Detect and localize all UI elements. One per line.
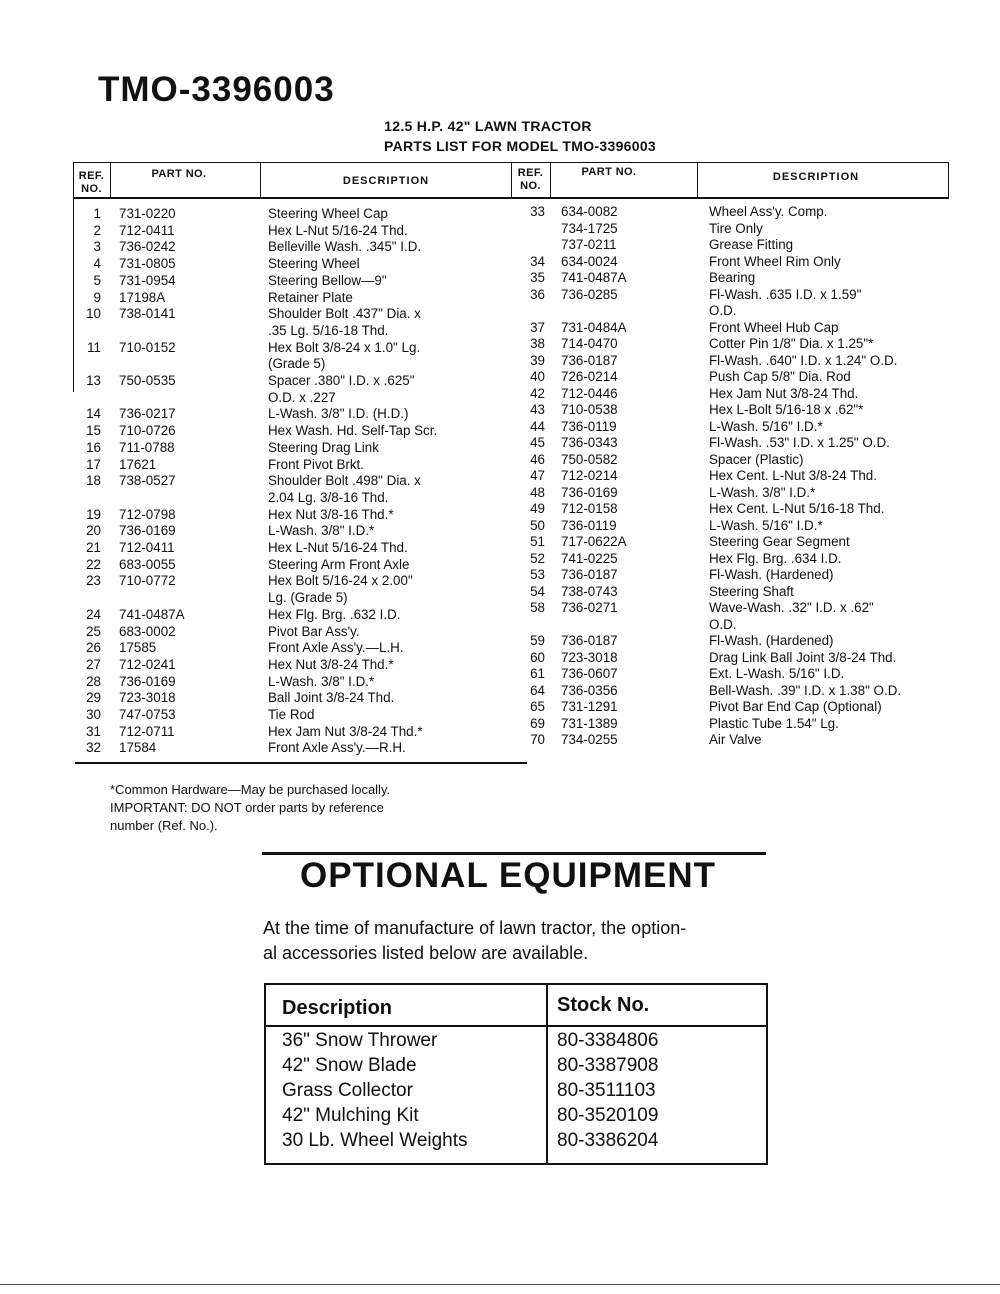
description-cell: Air Valve: [709, 732, 762, 747]
part-no-cell: 731-0805: [119, 256, 176, 272]
ref-cell: 46: [530, 451, 545, 467]
description-cell: L-Wash. 3/8" I.D.*: [268, 523, 375, 539]
accessory-description: 36" Snow Thrower: [282, 1030, 438, 1051]
description-cell: Spacer .380" I.D. x .625": [268, 373, 415, 388]
ref-cell: 5: [93, 272, 101, 288]
description-cell: Belleville Wash. .345" I.D.: [268, 239, 422, 255]
part-no-cell: 723-3018: [561, 649, 618, 665]
ref-cell: 52: [530, 550, 545, 566]
ref-cell: 18: [86, 473, 101, 489]
intro-line: At the time of manufacture of lawn tractor, the option-: [263, 918, 687, 938]
ref-cell: 60: [530, 649, 545, 665]
description-cell: Hex L-Nut 5/16-24 Thd.: [268, 222, 408, 238]
ref-cell: 14: [86, 406, 101, 422]
document-subtitle: 12.5 H.P. 42" LAWN TRACTOR: [384, 118, 592, 134]
header-description: Description: [282, 997, 393, 1019]
description-cell: Retainer Plate: [268, 289, 353, 305]
description-cell: Hex Jam Nut 3/8-24 Thd.*: [268, 723, 423, 739]
ref-cell: 34: [530, 253, 545, 269]
part-no-cell: 736-0343: [561, 435, 618, 450]
part-no-cell: 717-0622A: [561, 534, 627, 549]
header-stock-no: Stock No.: [557, 994, 650, 1016]
description-cell: O.D. x .227: [268, 389, 336, 405]
ref-cell: 16: [86, 439, 101, 455]
page-bottom-rule: [0, 1284, 1000, 1285]
description-cell: .35 Lg. 5/16-18 Thd.: [268, 322, 389, 338]
table-row: [266, 1080, 766, 1105]
part-no-cell: 634-0024: [561, 253, 618, 269]
description-cell: Wheel Ass'y. Comp.: [709, 204, 828, 219]
description-cell: O.D.: [709, 616, 737, 632]
ref-cell: 50: [530, 517, 545, 533]
description-cell: Fl-Wash. (Hardened): [709, 633, 834, 648]
ref-cell: 64: [530, 682, 545, 698]
part-no-cell: 714-0470: [561, 336, 618, 351]
ref-cell: 10: [86, 306, 101, 322]
description-cell: Hex Jam Nut 3/8-24 Thd.: [709, 385, 859, 401]
part-no-cell: 712-0158: [561, 501, 618, 516]
ref-cell: 32: [86, 740, 101, 756]
description-cell: Front Axle Ass'y.—L.H.: [268, 640, 404, 656]
parts-table: [73, 162, 949, 764]
description-cell: Grease Fitting: [709, 237, 794, 252]
part-no-cell: 723-3018: [119, 690, 176, 706]
description-cell: 2.04 Lg. 3/8-16 Thd.: [268, 489, 389, 505]
part-no-cell: 736-0271: [561, 600, 618, 615]
ref-cell: 59: [530, 633, 545, 648]
ref-cell: 29: [86, 690, 101, 706]
description-cell: Pivot Bar End Cap (Optional): [709, 699, 882, 714]
accessory-description: 42" Mulching Kit: [282, 1105, 419, 1126]
header-description: DESCRIPTION: [342, 175, 430, 187]
part-no-cell: 736-0285: [561, 286, 618, 302]
part-no-cell: 731-0954: [119, 272, 176, 288]
left-edge-rule: [73, 162, 74, 392]
part-no-cell: 710-0152: [119, 339, 176, 355]
header-ref-no-right: REF. NO.: [517, 167, 544, 192]
ref-cell: 17: [86, 456, 101, 472]
part-no-cell: 710-0726: [119, 423, 176, 439]
optional-equipment-title: OPTIONAL EQUIPMENT: [300, 856, 716, 895]
stock-number: 80-3386204: [557, 1130, 659, 1151]
part-no-cell: 736-0242: [119, 239, 176, 255]
description-cell: Pivot Bar Ass'y.: [268, 623, 360, 639]
description-cell: L-Wash. 3/8" I.D.*: [709, 484, 816, 500]
ref-cell: 40: [530, 369, 545, 384]
part-no-cell: 738-0527: [119, 473, 176, 489]
part-no-cell: 741-0225: [561, 550, 618, 566]
description-cell: Hex Bolt 3/8-24 x 1.0" Lg.: [268, 339, 421, 355]
ref-cell: 9: [93, 289, 101, 305]
description-cell: Hex Nut 3/8-24 Thd.*: [268, 656, 394, 672]
ref-cell: 15: [86, 423, 101, 439]
optional-equipment-table: [264, 983, 768, 1165]
description-cell: Front Wheel Hub Cap: [709, 319, 839, 335]
ref-cell: 53: [530, 567, 545, 582]
part-no-cell: 736-0169: [561, 484, 618, 500]
stock-number: 80-3387908: [557, 1055, 659, 1076]
table-row: [266, 1030, 766, 1055]
description-cell: Fl-Wash. .635 I.D. x 1.59": [709, 286, 862, 302]
description-cell: Bearing: [709, 270, 756, 285]
description-cell: Fl-Wash. .640" I.D. x 1.24" O.D.: [709, 352, 898, 368]
ref-cell: 26: [86, 640, 101, 656]
description-cell: Spacer (Plastic): [709, 451, 804, 467]
header-ref-no: REF. NO.: [78, 170, 105, 195]
description-cell: Shoulder Bolt .498" Dia. x: [268, 473, 421, 489]
part-no-cell: 736-0217: [119, 406, 176, 422]
ref-cell: 30: [86, 707, 101, 722]
description-cell: Bell-Wash. .39" I.D. x 1.38" O.D.: [709, 682, 902, 698]
ref-cell: 45: [530, 435, 545, 450]
ref-cell: 23: [86, 573, 101, 589]
part-no-cell: 712-0711: [119, 723, 175, 739]
footnote: [110, 781, 490, 835]
description-cell: O.D.: [709, 303, 737, 318]
table-row: [266, 1105, 766, 1130]
description-cell: Fl-Wash. (Hardened): [709, 567, 834, 582]
ref-cell: 39: [530, 352, 545, 368]
part-no-cell: 736-0119: [561, 517, 617, 533]
ref-cell: 48: [530, 484, 545, 500]
ref-cell: 19: [86, 506, 101, 522]
ref-cell: 4: [93, 256, 101, 272]
part-no-cell: 731-0220: [119, 206, 176, 221]
ref-cell: 3: [93, 239, 101, 255]
part-no-cell: 750-0582: [561, 451, 618, 467]
ref-cell: 43: [530, 402, 545, 417]
part-no-cell: 712-0214: [561, 468, 618, 483]
ref-cell: 49: [530, 501, 545, 516]
column-rule: [110, 162, 111, 198]
header-part-no: PART NO.: [151, 168, 207, 180]
ref-cell: 51: [530, 534, 545, 549]
part-no-cell: 726-0214: [561, 369, 618, 384]
ref-cell: 65: [530, 699, 545, 714]
stock-number: 80-3511103: [557, 1080, 656, 1101]
description-cell: Hex Wash. Hd. Self-Tap Scr.: [268, 423, 438, 439]
description-cell: L-Wash. 3/8" I.D. (H.D.): [268, 406, 409, 422]
description-cell: Steering Drag Link: [268, 439, 379, 455]
footnote-line: IMPORTANT: DO NOT order parts by reference: [110, 800, 384, 815]
table-row: [266, 1055, 766, 1080]
part-no-cell: 17585: [119, 640, 157, 656]
part-no-cell: 738-0743: [561, 583, 618, 599]
column-rule: [550, 162, 551, 198]
part-no-cell: 711-0788: [119, 439, 175, 455]
right-edge-rule: [948, 162, 949, 198]
part-no-cell: 712-0411: [119, 222, 175, 238]
ref-cell: 2: [93, 222, 101, 238]
description-cell: Hex L-Nut 5/16-24 Thd.: [268, 540, 408, 555]
intro-line: al accessories listed below are available.: [263, 943, 589, 963]
description-cell: Hex L-Bolt 5/16-18 x .62"*: [709, 402, 864, 417]
part-no-cell: 734-1725: [561, 220, 618, 236]
part-no-cell: 741-0487A: [119, 606, 185, 622]
description-cell: Hex Cent. L-Nut 5/16-18 Thd.: [709, 501, 885, 516]
ref-cell: 44: [530, 418, 545, 434]
description-cell: Cotter Pin 1/8" Dia. x 1.25"*: [709, 336, 874, 351]
description-cell: Plastic Tube 1.54" Lg.: [709, 715, 839, 731]
ref-cell: 27: [86, 656, 101, 672]
accessory-description: 30 Lb. Wheel Weights: [282, 1130, 468, 1151]
part-no-cell: 738-0141: [119, 306, 176, 322]
description-cell: Hex Nut 3/8-16 Thd.*: [268, 506, 394, 522]
header-description-right: DESCRIPTION: [772, 171, 860, 183]
part-no-cell: 731-1291: [561, 699, 618, 714]
description-cell: Steering Wheel: [268, 256, 360, 272]
part-no-cell: 731-0484A: [561, 319, 627, 335]
ref-cell: 38: [530, 336, 545, 351]
description-cell: Steering Wheel Cap: [268, 206, 388, 221]
description-cell: Lg. (Grade 5): [268, 590, 348, 606]
part-no-cell: 734-0255: [561, 732, 618, 747]
part-no-cell: 731-1389: [561, 715, 618, 731]
description-cell: Steering Bellow—9": [268, 272, 387, 288]
part-no-cell: 741-0487A: [561, 270, 627, 285]
ref-cell: 33: [530, 204, 545, 219]
part-no-cell: 710-0538: [561, 402, 618, 417]
part-no-cell: 683-0055: [119, 556, 176, 572]
header-part-no-right: PART NO.: [581, 166, 637, 178]
description-cell: Shoulder Bolt .437" Dia. x: [268, 306, 421, 322]
description-cell: (Grade 5): [268, 356, 326, 372]
description-cell: Tie Rod: [268, 707, 315, 722]
description-cell: Ball Joint 3/8-24 Thd.: [268, 690, 395, 706]
description-cell: Hex Flg. Brg. .632 I.D.: [268, 606, 401, 622]
stock-number: 80-3384806: [557, 1030, 659, 1051]
part-no-cell: 634-0082: [561, 204, 618, 219]
description-cell: Hex Bolt 5/16-24 x 2.00": [268, 573, 413, 589]
description-cell: Hex Flg. Brg. .634 I.D.: [709, 550, 842, 566]
part-no-cell: 736-0187: [561, 352, 618, 368]
section-rule: [262, 852, 766, 855]
part-no-cell: 683-0002: [119, 623, 176, 639]
ref-cell: 37: [530, 319, 545, 335]
ref-cell: 36: [530, 286, 545, 302]
description-cell: Steering Shaft: [709, 583, 794, 599]
description-cell: Fl-Wash. .53" I.D. x 1.25" O.D.: [709, 435, 890, 450]
ref-cell: 61: [530, 666, 545, 681]
part-no-cell: 17198A: [119, 289, 166, 305]
model-heading: TMO-3396003: [98, 70, 335, 109]
ref-cell: 58: [530, 600, 545, 615]
optional-intro: [263, 916, 773, 966]
ref-cell: 11: [87, 339, 101, 355]
description-cell: Steering Gear Segment: [709, 534, 850, 549]
ref-cell: 21: [86, 540, 101, 555]
accessory-description: 42" Snow Blade: [282, 1055, 417, 1076]
ref-cell: 70: [530, 732, 545, 747]
ref-cell: 54: [530, 583, 545, 599]
part-no-cell: 712-0798: [119, 506, 176, 522]
part-no-cell: 17621: [119, 456, 157, 472]
part-no-cell: 712-0446: [561, 385, 618, 401]
part-no-cell: 736-0356: [561, 682, 618, 698]
part-no-cell: 712-0241: [119, 656, 176, 672]
description-cell: Steering Arm Front Axle: [268, 556, 410, 572]
description-cell: Push Cap 5/8" Dia. Rod: [709, 369, 851, 384]
part-no-cell: 736-0169: [119, 673, 176, 689]
part-no-cell: 747-0753: [119, 707, 176, 722]
description-cell: Front Axle Ass'y.—R.H.: [268, 740, 406, 756]
description-cell: Hex Cent. L-Nut 3/8-24 Thd.: [709, 468, 877, 483]
stock-number: 80-3520109: [557, 1105, 659, 1126]
part-no-cell: 736-0607: [561, 666, 618, 681]
description-cell: L-Wash. 3/8" I.D.*: [268, 673, 375, 689]
part-no-cell: 17584: [119, 740, 157, 756]
ref-cell: 35: [530, 270, 545, 285]
description-cell: Ext. L-Wash. 5/16" I.D.: [709, 666, 845, 681]
table-header-rule: [266, 1025, 766, 1027]
part-no-cell: 736-0187: [561, 567, 618, 582]
description-cell: Drag Link Ball Joint 3/8-24 Thd.: [709, 649, 897, 665]
description-cell: Wave-Wash. .32" I.D. x .62": [709, 600, 874, 615]
ref-cell: 20: [86, 523, 101, 539]
part-no-cell: 750-0535: [119, 373, 176, 388]
footnote-line: *Common Hardware—May be purchased locally.: [110, 782, 391, 797]
ref-cell: 25: [86, 623, 101, 639]
description-cell: Front Pivot Brkt.: [268, 456, 364, 472]
part-no-cell: 712-0411: [119, 540, 175, 555]
table-row: [266, 1130, 766, 1155]
ref-cell: 13: [86, 373, 101, 388]
part-no-cell: 736-0169: [119, 523, 176, 539]
part-no-cell: 736-0187: [561, 633, 618, 648]
part-no-cell: 710-0772: [119, 573, 176, 589]
ref-cell: 28: [86, 673, 101, 689]
ref-cell: 42: [530, 385, 545, 401]
description-cell: L-Wash. 5/16" I.D.*: [709, 418, 823, 434]
part-no-cell: 737-0211: [561, 237, 617, 252]
ref-cell: 47: [530, 468, 545, 483]
table-bottom-rule: [75, 762, 527, 764]
ref-cell: 1: [93, 206, 101, 221]
ref-cell: 69: [530, 715, 545, 731]
description-cell: L-Wash. 5/16" I.D.*: [709, 517, 823, 533]
part-no-cell: 736-0119: [561, 418, 617, 434]
description-cell: Front Wheel Rim Only: [709, 253, 841, 269]
footnote-line: number (Ref. No.).: [110, 818, 218, 833]
ref-cell: 24: [86, 606, 101, 622]
ref-cell: 31: [86, 723, 101, 739]
ref-cell: 22: [86, 556, 101, 572]
parts-list-title: PARTS LIST FOR MODEL TMO-3396003: [383, 138, 657, 154]
description-cell: Tire Only: [709, 220, 763, 236]
accessory-description: Grass Collector: [282, 1080, 413, 1101]
